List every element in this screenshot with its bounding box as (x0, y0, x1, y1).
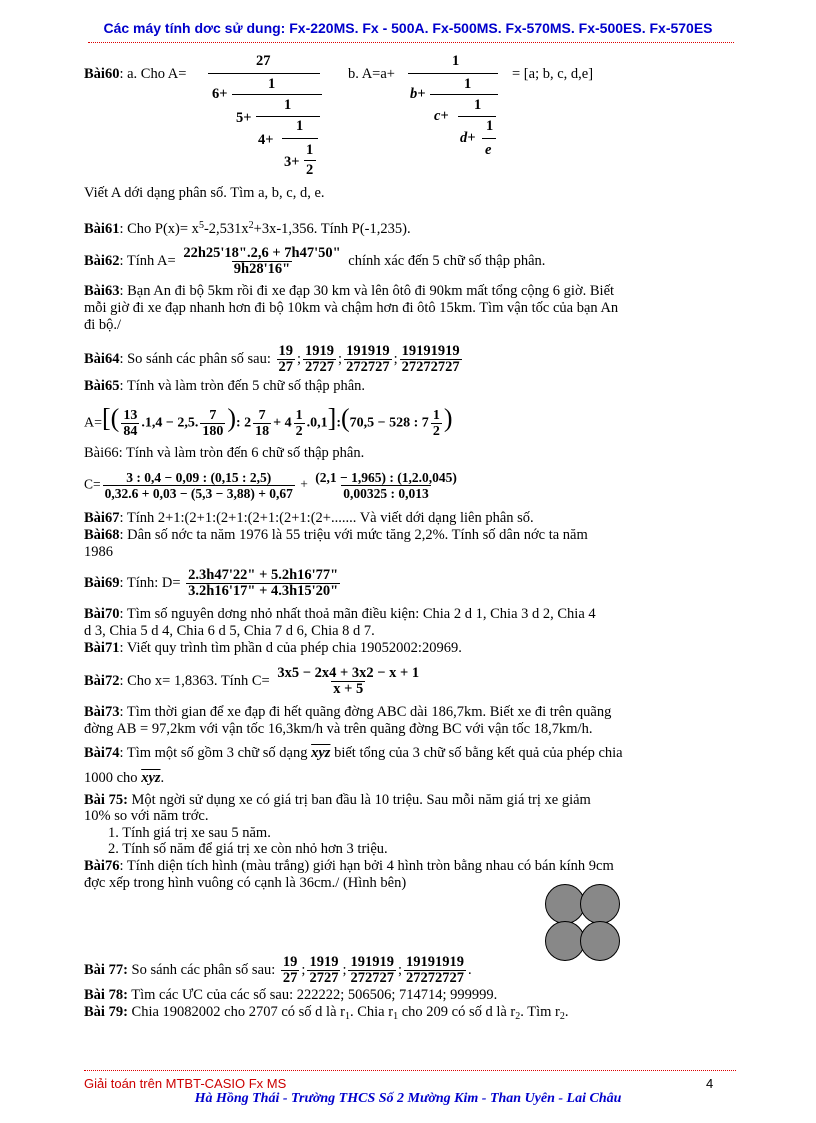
problem-63: Bài63: Bạn An đi bộ 5km rồi đi xe đạp 30 km và lên ôtô đi 90km mất tổng cộng 6 giờ. Biết (84, 283, 615, 299)
problem-64: Bài64: So sánh các phân số sau: $\frac{19}{27}$ ; $\frac{1919}{2727}$ ; $\frac{191919}{272727}$ ; $\frac{19191919}{27272727}$ (84, 343, 460, 375)
problem-70: Bài70: Tìm số nguyên dơng nhỏ nhất thoả mãn điều kiện: Chia 2 d 1, Chia 3 d 2, Chia 4 (84, 606, 596, 622)
problem-60: Bài60: a. Cho A= (84, 66, 187, 82)
header-divider (88, 42, 734, 43)
problem-67: Bài67: Tính 2+1:(2+1:(2+1:(2+1:(2+1:(2+....... Và viết dới dạng liên phân số. (84, 510, 534, 526)
problem-71: Bài71: Viết quy trình tìm phần d của phép chia 19052002:20969. (84, 640, 462, 656)
problem-72: Bài72: Cho x= 1,8363. Tính C= $\frac{3x5 - 2x4 + 3x2 - x + 1}{x + 5}$ (84, 665, 420, 697)
problem-66: Bài66: Tính và làm tròn đến 6 chữ số thập phân. (84, 445, 365, 461)
page-header: Các máy tính dơc sử dung: Fx-220MS. Fx - 500A. Fx-500MS. Fx-570MS. Fx-500ES. Fx-570ES (103, 20, 713, 36)
page-number: 4 (706, 1076, 714, 1091)
problem-78: Bài 78: Tìm các ƯC của các số sau: 222222; 506506; 714714; 999999. (84, 987, 498, 1003)
problem-74: Bài74: Tìm một số gồm 3 chữ số dạng $\overline{xyz}$ biết tổng của 3 chữ số bằng kết quả của phép chia (84, 745, 623, 761)
footer-divider (84, 1070, 736, 1071)
footer-author: Hà Hồng Thái - Trường THCS Số 2 Mường Kim - Than Uyên - Lai Châu (194, 1091, 622, 1106)
problem-77: Bài 77: So sánh các phân số sau: $\frac{19}{27}$ ; $\frac{1919}{2727}$ ; $\frac{191919}{272727}$ ; $\frac{19191919}{27272727}$ . (84, 954, 472, 986)
problem-65: Bài65: Tính và làm tròn đến 5 chữ số thập phân. (84, 378, 366, 394)
problem-68: Bài68: Dân số nớc ta năm 1976 là 55 triệu với mức tăng 2,2%. Tính số dân nớc ta năm (84, 527, 588, 543)
problem-73: Bài73: Tìm thời gian để xe đạp đi hết quãng đờng ABC dài 186,7km. Biết xe đi trên quãng (84, 704, 612, 720)
problem-61: Bài61: Cho $P(x)= x^5-2,531x^2+3x-1,356$. Tính P(-1,235). (84, 220, 411, 237)
problem-76: Bài76: Tính diện tích hình (màu trắng) giới hạn bởi 4 hình tròn bằng nhau có bán kính 9cm (84, 858, 614, 874)
problem-79: Bài 79: Chia 19082002 cho 2707 có số d là $r_1$. Chia $r_1$ cho 209 có số d là $r_2$. Tìm $r_2$. (84, 1004, 569, 1022)
problem-75: Bài 75: Một ngời sử dụng xe có giá trị ban đầu là 10 triệu. Sau mỗi năm giá trị xe giảm (84, 792, 591, 808)
problem-69: Bài69: Tính: D= $\frac{2.3h47'22" + 5.2h16'77"}{3.2h16'17" + 4.3h15'20"}$ (84, 567, 339, 599)
problem-62: Bài62: Tính A= $\frac{22h25'18".2,6 + 7h47'50"}{9h28'16"}$ chính xác đến 5 chữ số thập phân. (84, 245, 546, 277)
footer-title: Giải toán trên MTBT-CASIO Fx MS (84, 1076, 287, 1091)
